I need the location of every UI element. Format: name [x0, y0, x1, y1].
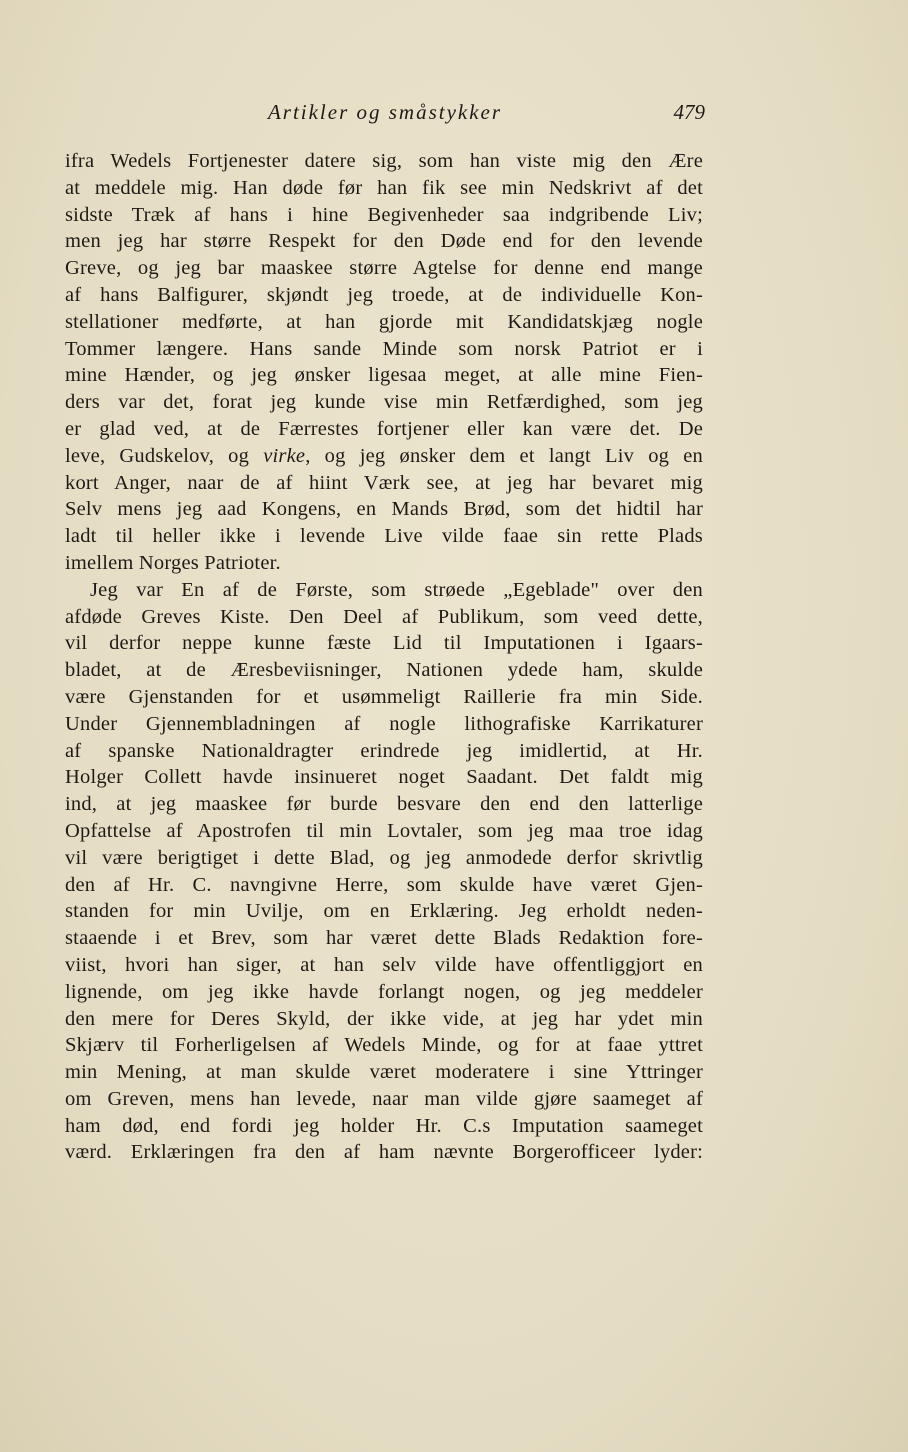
body-text — [65, 148, 703, 1166]
text-line: vil være berigtiget i dette Blad, og jeg anmodede derfor skrivtlig — [65, 846, 703, 869]
text-line: stellationer medførte, at han gjorde mit Kandidatskjæg nogle — [65, 310, 703, 333]
text-line: Selv mens jeg aad Kongens, en Mands Brød, som det hidtil har — [65, 498, 703, 521]
text-line: ham død, end fordi jeg holder Hr. C.s Imputation saameget — [65, 1114, 703, 1137]
text-line: ladt til heller ikke i levende Live vilde faae sin rette Plads — [65, 525, 703, 548]
text-line: sidste Træk af hans i hine Begivenheder saa indgribende Liv; — [65, 203, 703, 226]
text-line: vil derfor neppe kunne fæste Lid til Imputationen i Igaars- — [65, 632, 703, 655]
text-line: lignende, om jeg ikke havde forlangt nogen, og jeg meddeler — [65, 980, 703, 1003]
text-line: mine Hænder, og jeg ønsker ligesaa meget, at alle mine Fien- — [65, 364, 703, 387]
page-header — [65, 100, 705, 134]
text-line: men jeg har større Respekt for den Døde end for den levende — [65, 230, 703, 253]
text-line: bladet, at de Æresbeviisninger, Nationen ydede ham, skulde — [65, 659, 703, 682]
text-line: staaende i et Brev, som har været dette Blads Redaktion fore- — [65, 927, 703, 950]
text-line: viist, hvori han siger, at han selv vilde have offentliggjort en — [65, 953, 703, 976]
text-line: Skjærv til Forherligelsen af Wedels Minde, og for at faae yttret — [65, 1034, 703, 1057]
text-line: værd. Erklæringen fra den af ham nævnte Borgerofficeer lyder: — [65, 1141, 703, 1164]
text-line: at meddele mig. Han døde før han fik see min Nedskrivt af det — [65, 176, 703, 199]
text-line: ders var det, forat jeg kunde vise min Retfærdighed, som jeg — [65, 391, 703, 414]
page-number: 479 — [673, 100, 705, 124]
text-line: Jeg var En af de Første, som strøede „Egeblade" over den — [90, 578, 703, 601]
text-line: min Mening, at man skulde været moderatere i sine Yttringer — [65, 1061, 703, 1084]
text-line: ind, at jeg maaskee før burde besvare den end den latterlige — [65, 793, 703, 816]
text-line: kort Anger, naar de af hiint Værk see, at jeg har bevaret mig — [65, 471, 703, 494]
text-line: leve, Gudskelov, og virke, og jeg ønsker dem et langt Liv og en — [65, 444, 703, 467]
text-line: af hans Balfigurer, skjøndt jeg troede, at de individuelle Kon- — [65, 283, 703, 306]
text-line: om Greven, mens han levede, naar man vilde gjøre saameget af — [65, 1087, 703, 1110]
text-line: standen for min Uvilje, om en Erklæring. Jeg erholdt neden- — [65, 900, 703, 923]
text-line: være Gjenstanden for et usømmeligt Raillerie fra min Side. — [65, 685, 703, 708]
text-line: Holger Collett havde insinueret noget Saadant. Det faldt mig — [65, 766, 703, 789]
running-head: Artikler og småstykker — [267, 100, 503, 124]
text-line: Greve, og jeg bar maaskee større Agtelse for denne end mange — [65, 257, 703, 280]
text-line: afdøde Greves Kiste. Den Deel af Publikum, som veed dette, — [65, 605, 703, 628]
text-line: den af Hr. C. navngivne Herre, som skulde have været Gjen- — [65, 873, 703, 896]
text-line: af spanske Nationaldragter erindrede jeg imidlertid, at Hr. — [65, 739, 703, 762]
text-line: Opfattelse af Apostrofen til min Lovtaler, som jeg maa troe idag — [65, 819, 703, 842]
text-line: Under Gjennembladningen af nogle lithografiske Karrikaturer — [65, 712, 703, 735]
text-line: er glad ved, at de Færrestes fortjener eller kan være det. De — [65, 417, 703, 440]
text-line: ifra Wedels Fortjenester datere sig, som han viste mig den Ære — [65, 150, 703, 172]
text-line: den mere for Deres Skyld, der ikke vide, at jeg har ydet min — [65, 1007, 703, 1030]
emphasis: virke — [263, 444, 306, 467]
text-line: Tommer længere. Hans sande Minde som norsk Patriot er i — [65, 337, 703, 360]
text-line: imellem Norges Patrioter. — [65, 551, 281, 574]
